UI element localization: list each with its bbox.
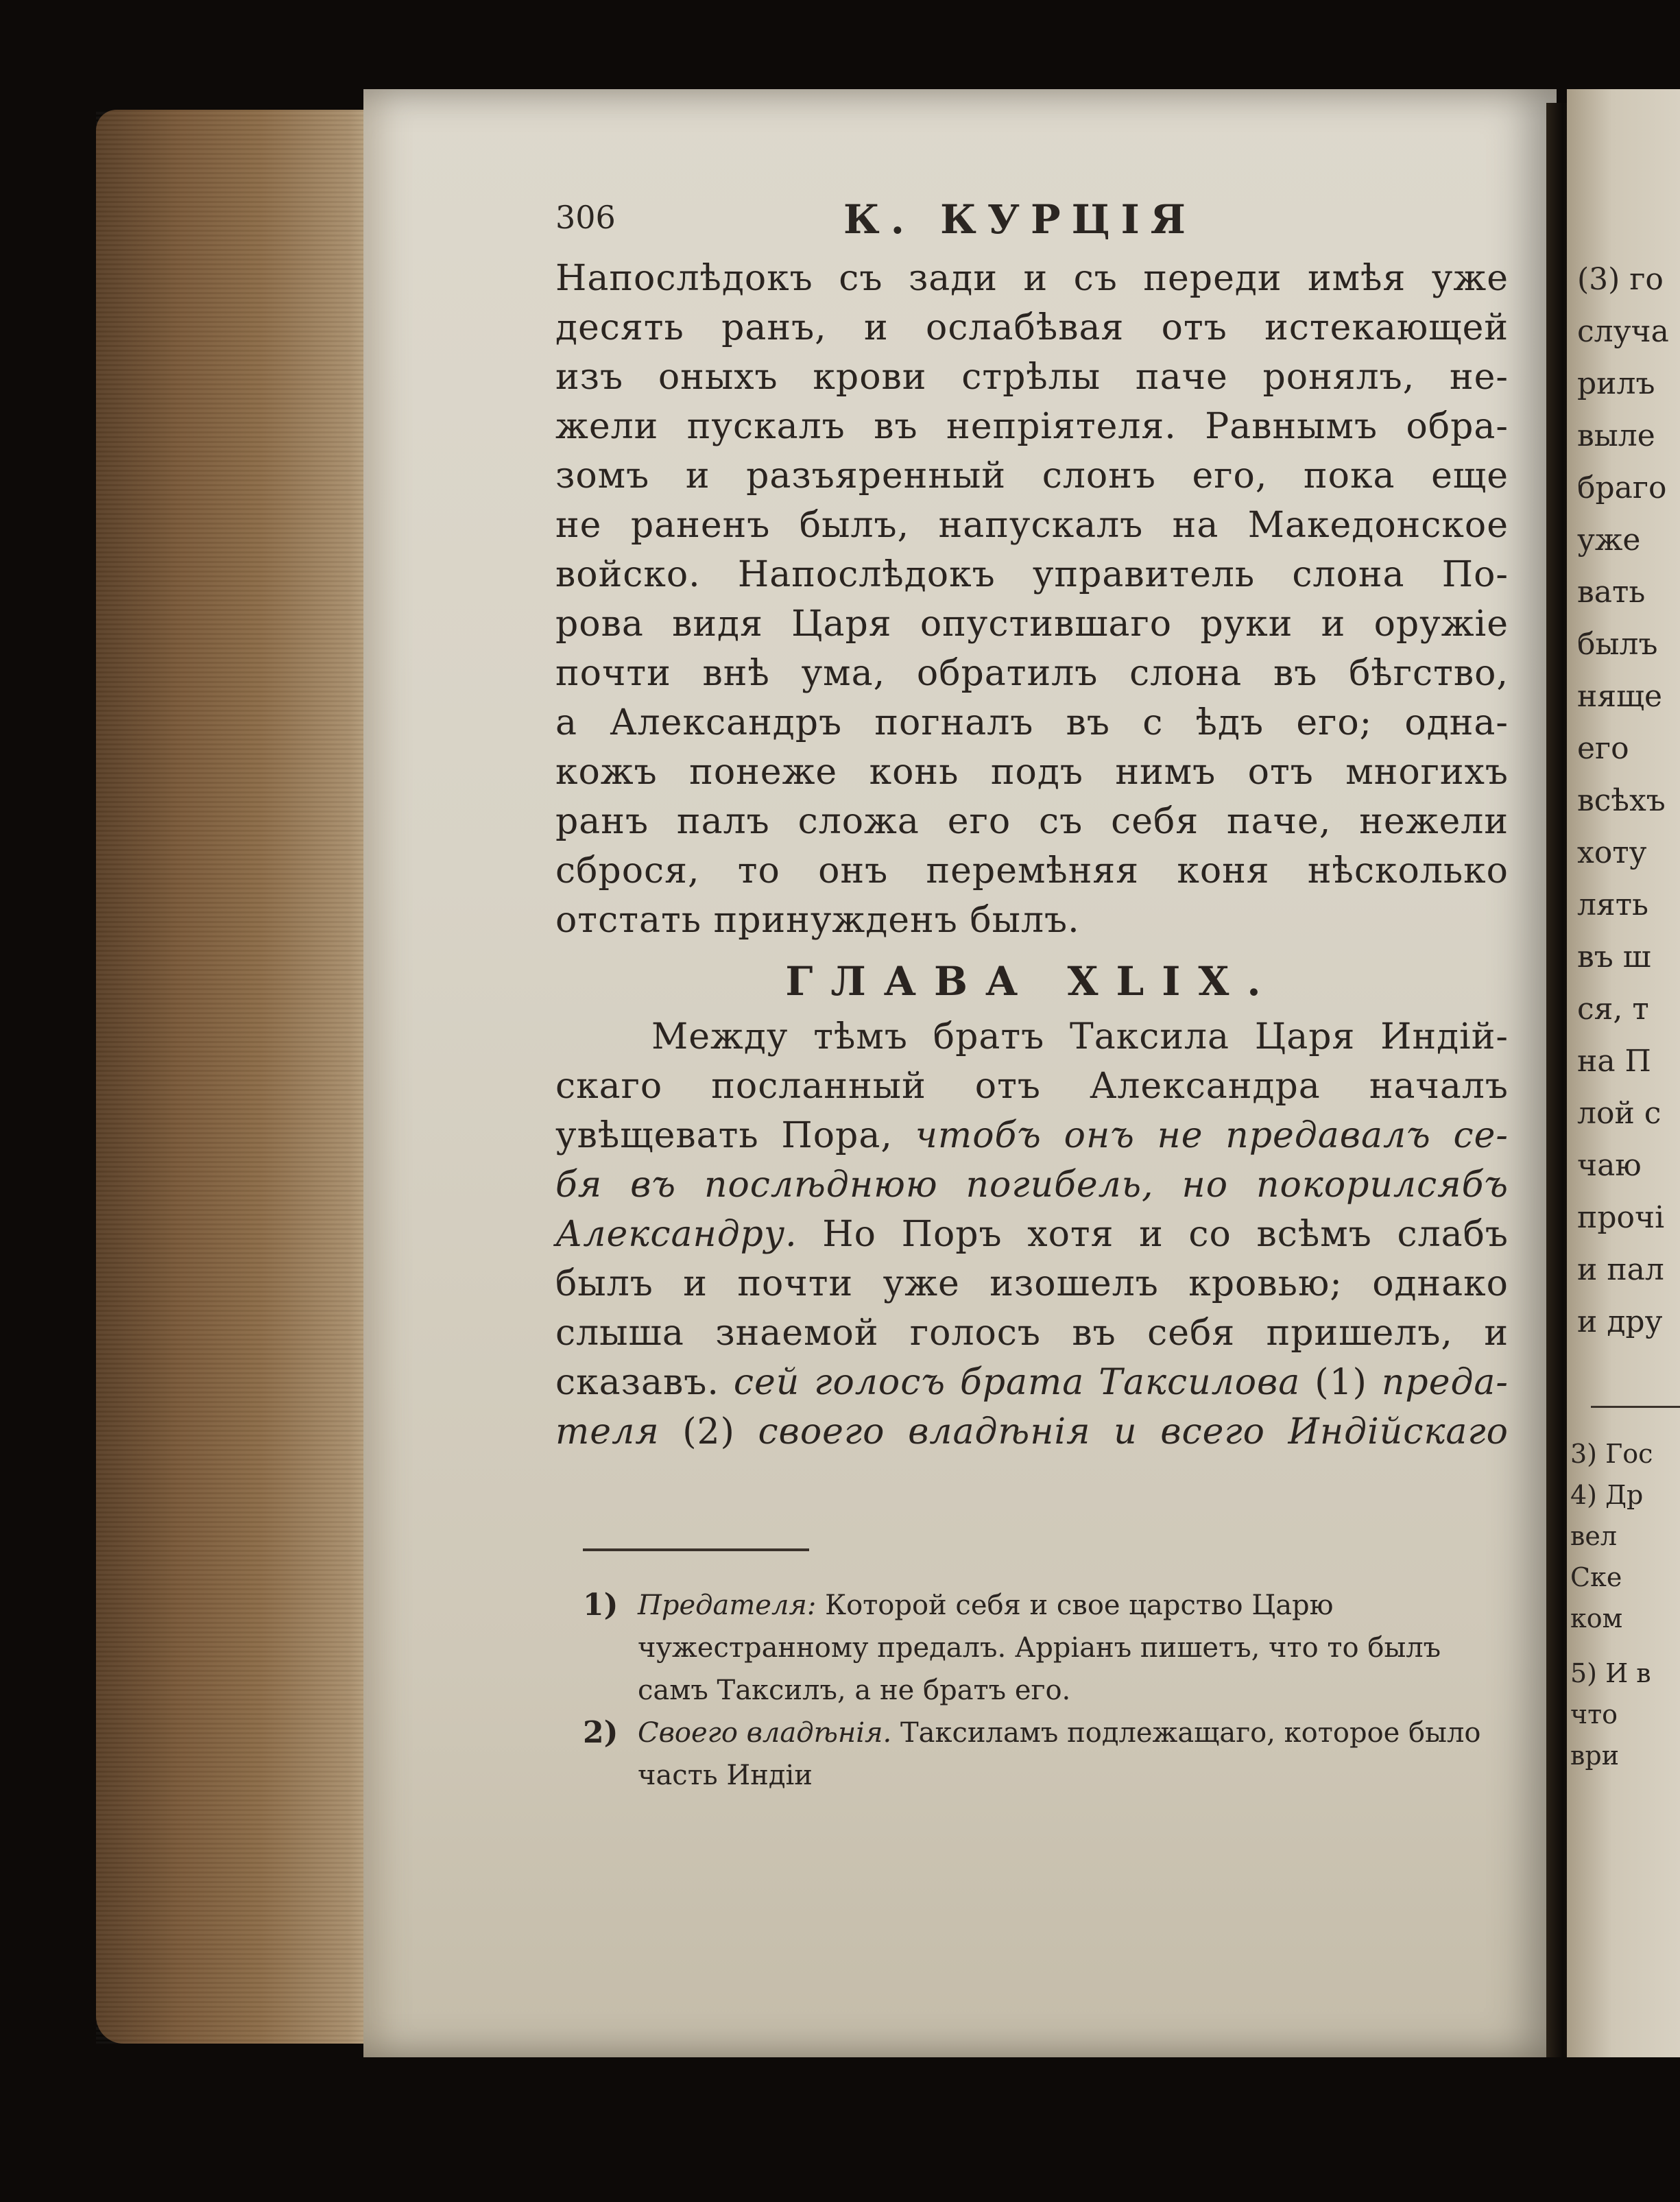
footnote-1 xyxy=(583,1584,1509,1712)
text-line: войско. Напослѣдокъ управитель слона По- xyxy=(555,554,1509,595)
footnote-term: Предателя: xyxy=(638,1590,817,1621)
footnote-text xyxy=(638,1712,1509,1797)
right-page-line: и пал xyxy=(1577,1252,1664,1287)
text-line: скаго посланный отъ Александра началъ xyxy=(555,1066,1509,1107)
footnote-rule xyxy=(583,1548,809,1551)
footnote-body: Которой себя и свое царство Царю чужестранному предалъ. Арріанъ пишетъ, что то былъ самъ Таксилъ, а не братъ его. xyxy=(638,1590,1441,1706)
text-run: Но Поръ хотя и со всѣмъ слабъ xyxy=(797,1214,1509,1255)
italic-run: сей голосъ брата Таксилова xyxy=(733,1362,1301,1403)
text-line: зомъ и разъяренный слонъ его, пока еще xyxy=(555,455,1509,496)
footnotes xyxy=(583,1584,1509,1797)
chapter-title: ГЛАВА XLIX. xyxy=(785,958,1279,1005)
right-page-footnotes xyxy=(1570,1433,1680,1776)
page-number: 306 xyxy=(555,199,616,236)
running-head xyxy=(555,196,1515,254)
text-line: кожъ понеже конь подъ нимъ отъ многихъ xyxy=(555,752,1509,793)
right-page-line: рилъ xyxy=(1577,366,1655,401)
text-line: жели пускалъ въ непріятеля. Равнымъ обра- xyxy=(555,406,1509,447)
footnote-marker: 1) xyxy=(583,1588,619,1623)
footnote-ref-2: (2) xyxy=(659,1411,758,1452)
text-line: десять ранъ, и ослабѣвая отъ истекающей xyxy=(555,307,1509,348)
right-page-line: въ ш xyxy=(1577,940,1651,974)
right-page-line: няще xyxy=(1577,679,1663,714)
right-page-footnote-line: 4) Др xyxy=(1570,1480,1644,1510)
right-page-line: ся, т xyxy=(1577,992,1649,1027)
right-page-footnote-line: ком xyxy=(1570,1603,1623,1633)
main-text xyxy=(555,254,1509,1457)
footnote-ref-1: (1) xyxy=(1300,1362,1382,1403)
text-line: Между тѣмъ братъ Таксила Царя Индій- xyxy=(651,1016,1509,1057)
text-line: не раненъ былъ, напускалъ на Македонское xyxy=(555,505,1509,546)
text-line: а Александръ погналъ въ с ѣдъ его; одна- xyxy=(555,702,1509,743)
text-line: сброся, то онъ перемѣняя коня нѣсколько xyxy=(555,850,1509,891)
right-page-line: былъ xyxy=(1577,627,1658,662)
right-page-footnote-line: 5) И в xyxy=(1570,1658,1651,1688)
footnote-text xyxy=(638,1584,1509,1712)
right-page-line: всѣхъ xyxy=(1577,783,1666,818)
text-line: слыша знаемой голосъ въ себя пришелъ, и xyxy=(555,1313,1509,1354)
text-line: почти внѣ ума, обратилъ слона въ бѣгство, xyxy=(555,653,1509,694)
right-page-footnote-line: Ске xyxy=(1570,1562,1622,1592)
right-page-line: на П xyxy=(1577,1044,1651,1079)
text-line: рова видя Царя опустившаго руки и оружіе xyxy=(555,603,1509,645)
right-page-footnote-line: ври xyxy=(1570,1740,1620,1771)
right-page-line: (3) го xyxy=(1577,262,1664,297)
right-page-line: чаю xyxy=(1577,1148,1642,1183)
italic-run: преда- xyxy=(1381,1362,1509,1403)
right-page-text xyxy=(1577,254,1680,1348)
text-run: увѣщевать Пора, xyxy=(555,1115,915,1156)
text-line xyxy=(555,1407,1509,1457)
italic-run: чтобъ онъ не предавалъ се- xyxy=(915,1115,1509,1156)
italic-run: своего владѣнія и всего Индійскаго xyxy=(758,1411,1509,1452)
right-page-footnote-line: вел xyxy=(1570,1521,1618,1551)
text-line: былъ и почти уже изошелъ кровью; однако xyxy=(555,1263,1509,1304)
right-page-line: вать xyxy=(1577,575,1646,610)
right-page-line: хоту xyxy=(1577,835,1647,870)
text-run: сказавъ. xyxy=(555,1362,734,1403)
right-page-line: выле xyxy=(1577,418,1655,453)
right-page-footnote-rule xyxy=(1591,1406,1680,1408)
text-line: Напослѣдокъ съ зади и съ переди имѣя уже xyxy=(555,258,1509,299)
text-line xyxy=(555,1111,1509,1160)
right-page-line: уже xyxy=(1577,523,1641,558)
right-page-footnote-line: что xyxy=(1570,1699,1618,1730)
right-page-line: его xyxy=(1577,731,1629,766)
text-line: ранъ палъ сложа его съ себя паче, нежели xyxy=(555,801,1509,842)
text-line: отстать принужденъ былъ. xyxy=(555,900,1080,941)
footnote-marker: 2) xyxy=(583,1715,619,1750)
book-page-edges xyxy=(96,110,370,2044)
text-line xyxy=(555,1160,1509,1210)
italic-run: бя въ послѣднюю погибель, но покорилсябъ xyxy=(555,1164,1509,1206)
text-line: изъ оныхъ крови стрѣлы паче ронялъ, не- xyxy=(555,357,1509,398)
footnote-2 xyxy=(583,1712,1509,1797)
italic-run: теля xyxy=(555,1411,660,1452)
right-page-line: прочі xyxy=(1577,1200,1665,1235)
text-line xyxy=(555,1210,1509,1259)
footnote-term: Своего владѣнія. xyxy=(638,1717,892,1749)
running-title: К. КУРЦІЯ xyxy=(843,196,1197,243)
text-line xyxy=(555,1358,1509,1407)
right-page-line: случа xyxy=(1577,314,1669,349)
italic-run: Александру. xyxy=(555,1214,797,1255)
right-page-line: лой с xyxy=(1577,1096,1661,1131)
right-page-line: лять xyxy=(1577,887,1649,922)
footnote-body: Таксиламъ подлежащаго, которое было часть Индіи xyxy=(638,1717,1481,1791)
right-page-line: и дру xyxy=(1577,1304,1663,1339)
right-page-line: браго xyxy=(1577,470,1667,505)
right-page-footnote-line: 3) Гос xyxy=(1570,1439,1653,1469)
